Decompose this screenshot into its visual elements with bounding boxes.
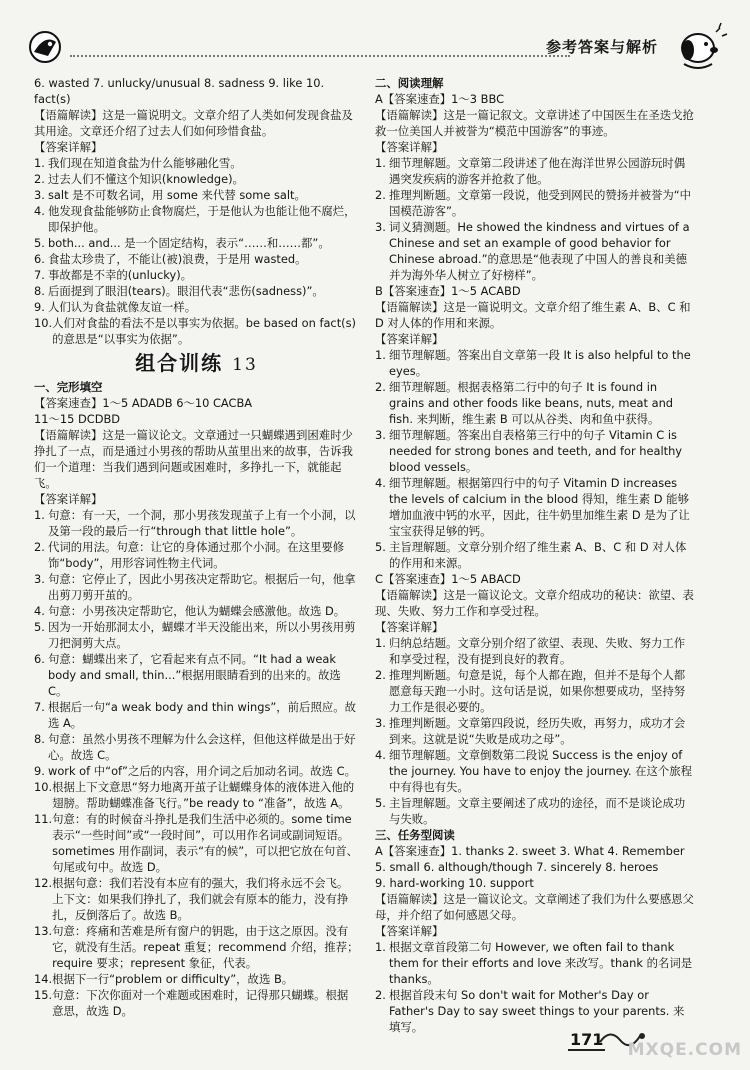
answer-item — [34, 875, 359, 923]
item-text: 句意：有的时候奋斗挣扎是我们生活中必须的。some time 表示“一些时间”或“一段时间”，可以用作名词或副词短语。sometimes 用作副词，表示“有的候”，可以把它放在句首、句尾或句中。故选 D。 — [52, 812, 359, 874]
paragraph: 【语篇解读】这是一篇说明文。文章介绍了人类如何发现食盐及其用途。文章还介绍了过去人们如何珍惜食盐。 — [34, 108, 353, 138]
item-number: 1. — [375, 940, 386, 954]
item-number: 3. — [375, 428, 386, 442]
item-text: 词义猜测题。He showed the kindness and virtues of a Chinese and set an example of good behavior for Chinese abroad.”的意思是“他表现了中国人的善良和美德并为海外华人树立了好榜样”。 — [389, 220, 690, 282]
item-number: 14. — [34, 972, 53, 986]
header-dotted-rule — [70, 55, 570, 57]
answer-item — [34, 987, 359, 1019]
unit-heading-text: 组合训练 — [135, 351, 224, 375]
paragraph: B【答案速查】1～5 ACABD — [375, 284, 521, 298]
paragraph: 【语篇解读】这是一篇议论文。文章阐述了我们为什么要感恩父母，并介绍了如何感恩父母。 — [375, 892, 694, 922]
item-number: 1. — [375, 636, 386, 650]
answer-item — [34, 619, 359, 651]
answer-item — [34, 971, 359, 987]
item-number: 12. — [34, 876, 53, 890]
answer-item — [375, 347, 695, 379]
answer-item — [375, 427, 695, 475]
item-text: 细节理解题。答案出自文章第一段 It is also helpful to the eyes。 — [389, 348, 691, 378]
answer-item — [375, 715, 695, 747]
answer-item — [375, 187, 695, 219]
answer-item — [375, 475, 695, 539]
unit-heading-number: 13 — [232, 355, 258, 375]
paragraph: 【语篇解读】这是一篇议论文。文章通过一只蝴蝶遇到困难时少挣扎了一点，而是通过小男孩的帮助从茧里出来的故事，告诉我们一个道理：当我们遇到问题或困难时，多挣扎一下，就能起飞。 — [34, 428, 353, 490]
paragraph: 6. wasted 7. unlucky/unusual 8. sadness 9. like 10. fact(s) — [34, 76, 325, 106]
item-number: 4. — [34, 204, 45, 218]
unit-heading — [34, 351, 359, 375]
answer-item — [375, 219, 695, 283]
answer-item — [375, 635, 695, 667]
item-number: 3. — [34, 572, 45, 586]
section-heading: 一、完形填空 — [34, 380, 103, 394]
answer-item — [375, 795, 695, 827]
item-number: 2. — [375, 668, 386, 682]
item-text: 细节理解题。文章第二段讲述了他在海洋世界公园游玩时偶遇突发疾病的游客并抢救了他。 — [389, 156, 686, 186]
item-text: 句意：疼痛和苦难是所有窗户的钥匙，由于这之原因。没有它，就没有生活。repeat 重复；recommend 介绍，推荐；require 要求；represent 象征，代表。 — [52, 924, 359, 970]
item-number: 1. — [375, 348, 386, 362]
paragraph: A【答案速查】1～3 BBC — [375, 92, 505, 106]
section-heading: 二、阅读理解 — [375, 76, 444, 90]
item-text: 根据下一行“problem or difficulty”，故选 B。 — [52, 972, 294, 986]
item-number: 2. — [375, 380, 386, 394]
answer-item — [34, 235, 359, 251]
answer-item — [34, 203, 359, 235]
paragraph: 11～15 DCDBD — [34, 412, 121, 426]
item-text: 句意：下次你面对一个难题或困难时，记得那只蝴蝶。根据意思，故选 D。 — [52, 988, 349, 1018]
right-column — [375, 75, 695, 1035]
item-number: 1. — [375, 156, 386, 170]
item-text: 推理判断题。文章第四段说，经历失败，再努力，成功才会到来。这就是说“失败是成功之母”。 — [389, 716, 686, 746]
item-text: 句意：蝴蝶出来了，它看起来有点不同。“It had a weak body and small, thin...”根据用眼睛看到的出来的。故选 C。 — [48, 652, 341, 698]
item-number: 9. — [34, 764, 45, 778]
item-text: 归纳总结题。文章分别介绍了欲望、表现、失败、努力工作和享受过程，没有提到良好的教育。 — [389, 636, 686, 666]
answer-item — [375, 747, 695, 795]
item-text: 细节理解题。根据第四行中的句子 Vitamin D increases the levels of calcium in the blood 得知，维生素 D 能够增加血液中钙的水平，因此，往牛奶里加维生素 D 是为了让宝宝获得足够的钙。 — [389, 476, 690, 538]
item-text: 我们现在知道食盐为什么能够融化雪。 — [48, 156, 242, 170]
answer-item — [375, 379, 695, 427]
paragraph: C【答案速查】1～5 ABACD — [375, 572, 521, 586]
item-text: 后面提到了眼泪(tears)。眼泪代表“悲伤(sadness)”。 — [48, 284, 324, 298]
page-header — [0, 0, 750, 70]
answer-item — [34, 171, 359, 187]
answer-item — [34, 251, 359, 267]
item-text: 人们认为食盐就像友谊一样。 — [48, 300, 197, 314]
item-number: 5. — [375, 796, 386, 810]
item-number: 1. — [34, 508, 45, 522]
item-text: 推理判断题。文章第一段说，他受到网民的赞扬并被誉为“中国模范游客”。 — [389, 188, 692, 218]
answer-item — [34, 779, 359, 811]
item-number: 10. — [34, 316, 53, 330]
item-text: salt 是不可数名词，用 some 来代替 some salt。 — [48, 188, 306, 202]
page-number: 171 — [570, 1030, 604, 1049]
answer-item — [34, 699, 359, 731]
answer-item — [34, 731, 359, 763]
item-text: 根据句意：我们若没有本应有的强大，我们将永远不会飞。上下文：如果我们挣扎了，我们就会有原本的能力，没有挣扎，反倒落后了。故选 B。 — [52, 876, 349, 922]
item-text: 根据后一句“a weak body and thin wings”，前后照应。故选 A。 — [48, 700, 357, 730]
item-text: 细节理解题。文章倒数第二段说 Success is the enjoy of the journey. You have to enjoy the journey. 在这个旅程中有得也有失。 — [389, 748, 693, 794]
item-number: 11. — [34, 812, 53, 826]
item-number: 7. — [34, 268, 45, 282]
item-text: 主旨理解题。文章主要阐述了成功的途径，而不是谈论成功与失败。 — [389, 796, 686, 826]
section-heading: 三、任务型阅读 — [375, 828, 455, 842]
answer-item — [34, 603, 359, 619]
item-text: 人们对食盐的看法不是以事实为依据。be based on fact(s)的意思是“以事实为依据”。 — [52, 316, 356, 346]
item-text: 推理判断题。句意是说，每个人都在跑，但并不是每个人都愿意每天跑一小时。这句话是说，如果你想要成功，坚持努力工作是很必要的。 — [389, 668, 686, 714]
item-text: 细节理解题。答案出自表格第三行中的句子 Vitamin C is needed for strong bones and teeth, and for healthy blood vessels。 — [389, 428, 683, 474]
cartoon-dog-icon — [664, 22, 734, 74]
item-number: 5. — [375, 540, 386, 554]
pen-nib-logo-icon — [28, 30, 62, 64]
paragraph: 【语篇解读】这是一篇记叙文。文章讲述了中国医生在圣迭戈抢救一位美国人并被誉为“模范中国游客”的事迹。 — [375, 108, 694, 138]
item-number: 13. — [34, 924, 53, 938]
answer-item — [34, 651, 359, 699]
paragraph: 【答案速查】1～5 ADADB 6～10 CACBA — [34, 396, 253, 410]
item-number: 2. — [375, 188, 386, 202]
item-number: 2. — [34, 172, 45, 186]
item-text: 句意：它停止了，因此小男孩决定帮助它。根据后一句，他拿出剪刀剪开茧的。 — [48, 572, 356, 602]
item-text: 食盐太珍贵了，不能让(被)浪费，于是用 wasted。 — [48, 252, 307, 266]
answer-item — [34, 507, 359, 539]
paragraph: 【答案详解】 — [375, 332, 444, 346]
item-number: 10. — [34, 780, 53, 794]
paragraph: 【答案详解】 — [34, 492, 103, 506]
item-number: 3. — [375, 716, 386, 730]
item-text: 句意：小男孩决定帮助它，他认为蝴蝶会感激他。故选 D。 — [48, 604, 346, 618]
watermark: MXQE.COM — [627, 1040, 742, 1060]
paragraph: 【答案详解】 — [375, 924, 444, 938]
answer-item — [375, 939, 695, 987]
paragraph: A【答案速查】1. thanks 2. sweet 3. What 4. Remember — [375, 844, 685, 858]
item-text: 细节理解题。根据表格第二行中的句子 It is found in grains and other foods like beans, nuts, meat and fish. 来判断，维生素 B 可以从谷类、肉和鱼中获得。 — [389, 380, 674, 426]
item-text: 代词的用法。句意：让它的身体通过那个小洞。在这里要修饰“body”，用形容词性物主代词。 — [48, 540, 345, 570]
answer-item — [34, 283, 359, 299]
item-text: 根据上下文意思“努力地离开茧子让蝴蝶身体的液体进入他的翅膀。帮助蝴蝶准备飞行。”be ready to “准备”，故选 A。 — [52, 780, 355, 810]
item-number: 1. — [34, 156, 45, 170]
item-number: 3. — [34, 188, 45, 202]
item-number: 8. — [34, 732, 45, 746]
answer-item — [34, 763, 359, 779]
item-number: 5. — [34, 620, 45, 634]
item-number: 4. — [34, 604, 45, 618]
answer-item — [34, 811, 359, 875]
item-text: 句意：有一天，一个洞，那小男孩发现茧子上有一个小洞，以及第一段的最后一行“through that little hole”。 — [48, 508, 356, 538]
item-text: 他发现食盐能够防止食物腐烂，于是他认为也能让他不腐烂，即保护他。 — [48, 204, 356, 234]
answer-item — [34, 267, 359, 283]
item-number: 3. — [375, 220, 386, 234]
item-text: 事故都是不幸的(unlucky)。 — [48, 268, 193, 282]
item-number: 7. — [34, 700, 45, 714]
answer-item — [34, 299, 359, 315]
answer-item — [34, 155, 359, 171]
item-number: 4. — [375, 748, 386, 762]
item-text: work of 中“of”之后的内容，用介词之后加动名词。故选 C。 — [48, 764, 356, 778]
item-text: 因为一开始那洞太小，蝴蝶才半天没能出来，所以小男孩用剪刀把洞剪大点。 — [48, 620, 356, 650]
answer-item — [34, 315, 359, 347]
paragraph: 【答案详解】 — [375, 620, 444, 634]
item-number: 6. — [34, 652, 45, 666]
paragraph: 【语篇解读】这是一篇说明文。文章介绍了维生素 A、B、C 和 D 对人体的作用和来源。 — [375, 300, 691, 330]
paragraph: 【答案详解】 — [375, 140, 444, 154]
item-text: both... and... 是一个固定结构，表示“……和……都”。 — [48, 236, 330, 250]
answer-item — [375, 667, 695, 715]
item-text: 根据文章首段第二句 However, we often fail to thank them for their efforts and love 来改写。thank 的名词是 thanks。 — [389, 940, 693, 986]
item-number: 5. — [34, 236, 45, 250]
answer-item — [375, 539, 695, 571]
item-text: 过去人们不懂这个知识(knowledge)。 — [48, 172, 244, 186]
item-text: 主旨理解题。文章分别介绍了维生素 A、B、C 和 D 对人体的作用和来源。 — [389, 540, 687, 570]
left-column — [34, 75, 359, 1019]
paragraph: 9. hard-working 10. support — [375, 876, 534, 890]
paragraph: 【语篇解读】这是一篇议论文。文章介绍成功的秘诀：欲望、表现、失败、努力工作和享受过程。 — [375, 588, 694, 618]
paragraph: 【答案详解】 — [34, 140, 103, 154]
item-number: 15. — [34, 988, 53, 1002]
item-number: 9. — [34, 300, 45, 314]
item-number: 4. — [375, 476, 386, 490]
answer-item — [34, 187, 359, 203]
item-text: 根据首段末句 So don't wait for Mother's Day or Father's Day to say sweet things to your parents. 来填写。 — [389, 988, 685, 1034]
item-number: 2. — [34, 540, 45, 554]
item-number: 6. — [34, 252, 45, 266]
item-text: 句意：虽然小男孩不理解为什么会这样，但他这样做是出于好心。故选 C。 — [48, 732, 356, 762]
item-number: 2. — [375, 988, 386, 1002]
answer-item — [34, 571, 359, 603]
item-number: 8. — [34, 284, 45, 298]
paragraph: 5. small 6. although/though 7. sincerely 8. heroes — [375, 860, 659, 874]
answer-item — [34, 923, 359, 971]
answer-item — [34, 539, 359, 571]
answer-item — [375, 155, 695, 187]
header-title: 参考答案与解析 — [545, 38, 658, 56]
